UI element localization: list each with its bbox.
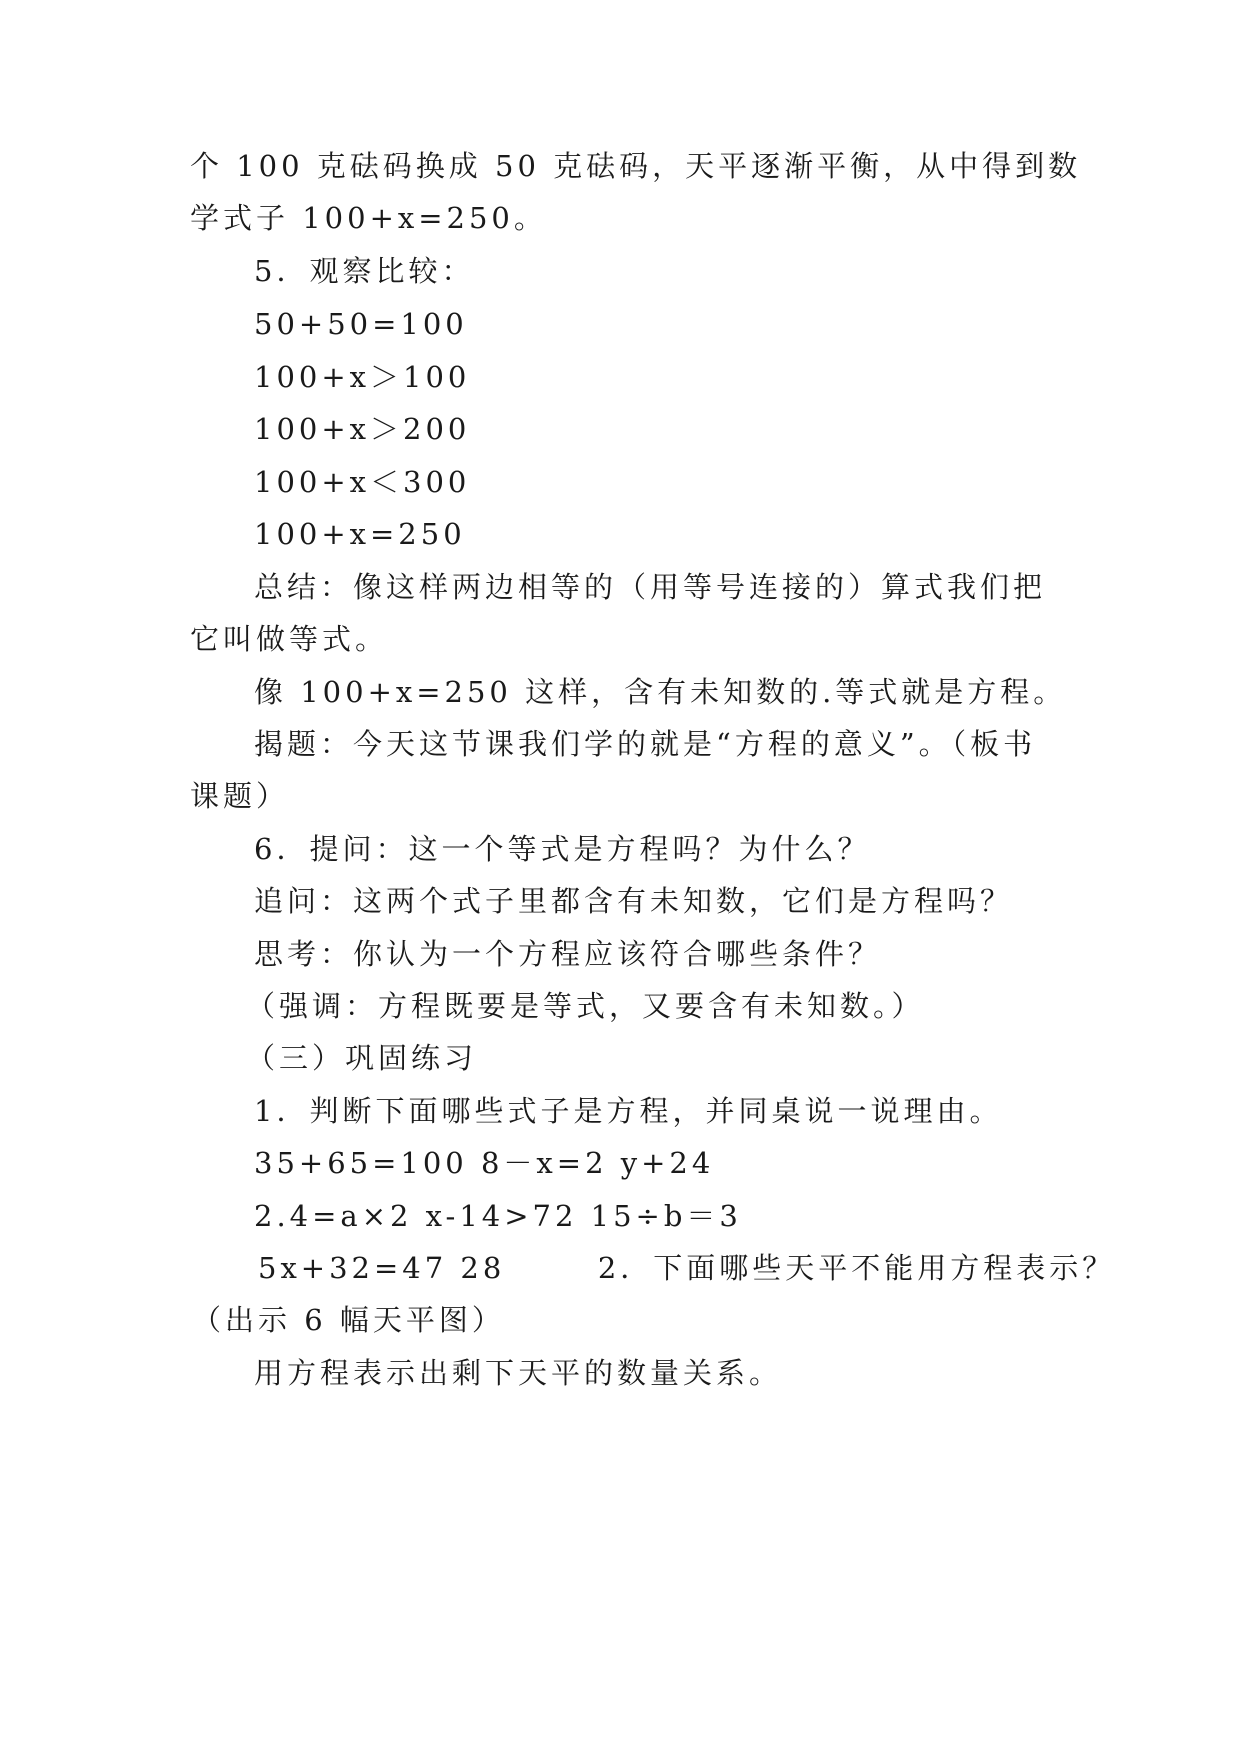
- paragraph-line: （强调：方程既要是等式，又要含有未知数。）: [246, 989, 925, 1023]
- equation-line: 100+x＞100: [254, 360, 471, 394]
- paragraph-line: 总结：像这样两边相等的（用等号连接的）算式我们把: [254, 570, 1047, 604]
- paragraph-line: 用方程表示出剩下天平的数量关系。: [254, 1356, 783, 1390]
- equation-line: 100+x＞200: [254, 412, 471, 446]
- paragraph-line: 像 100+x=250 这样，含有未知数的.等式就是方程。: [254, 675, 1067, 709]
- equation-line: 50+50=100: [254, 307, 468, 341]
- section-heading: 5．观察比较：: [254, 254, 475, 288]
- equation-line: 100+x=250: [254, 517, 466, 551]
- section-heading: （三）巩固练习: [246, 1041, 478, 1075]
- exercise-question: 1．判断下面哪些式子是方程，并同桌说一说理由。: [254, 1094, 1003, 1128]
- paragraph-line: 追问：这两个式子里都含有未知数，它们是方程吗？: [254, 884, 1014, 918]
- paragraph-line: 学式子 100+x=250。: [190, 201, 547, 235]
- paragraph-line: （出示 6 幅天平图）: [192, 1303, 505, 1337]
- paragraph-line: 课题）: [190, 779, 290, 813]
- exercise-expressions: 5x+32=47 28 2．下面哪些天平不能用方程表示？: [258, 1251, 1116, 1285]
- exercise-expressions: 35+65=100 8－x=2 y+24: [254, 1146, 715, 1180]
- paragraph-line: 思考：你认为一个方程应该符合哪些条件？: [254, 937, 882, 971]
- paragraph-line: 个 100 克砝码换成 50 克砝码，天平逐渐平衡，从中得到数: [190, 149, 1082, 183]
- exercise-expressions: 2.4=a×2 x-14>72 15÷b＝3: [254, 1199, 742, 1233]
- paragraph-line: 它叫做等式。: [190, 622, 389, 656]
- equation-line: 100+x＜300: [254, 465, 471, 499]
- paragraph-line: 揭题：今天这节课我们学的就是“方程的意义”。（板书: [254, 727, 1037, 761]
- section-heading: 6．提问：这一个等式是方程吗？为什么？: [254, 832, 871, 866]
